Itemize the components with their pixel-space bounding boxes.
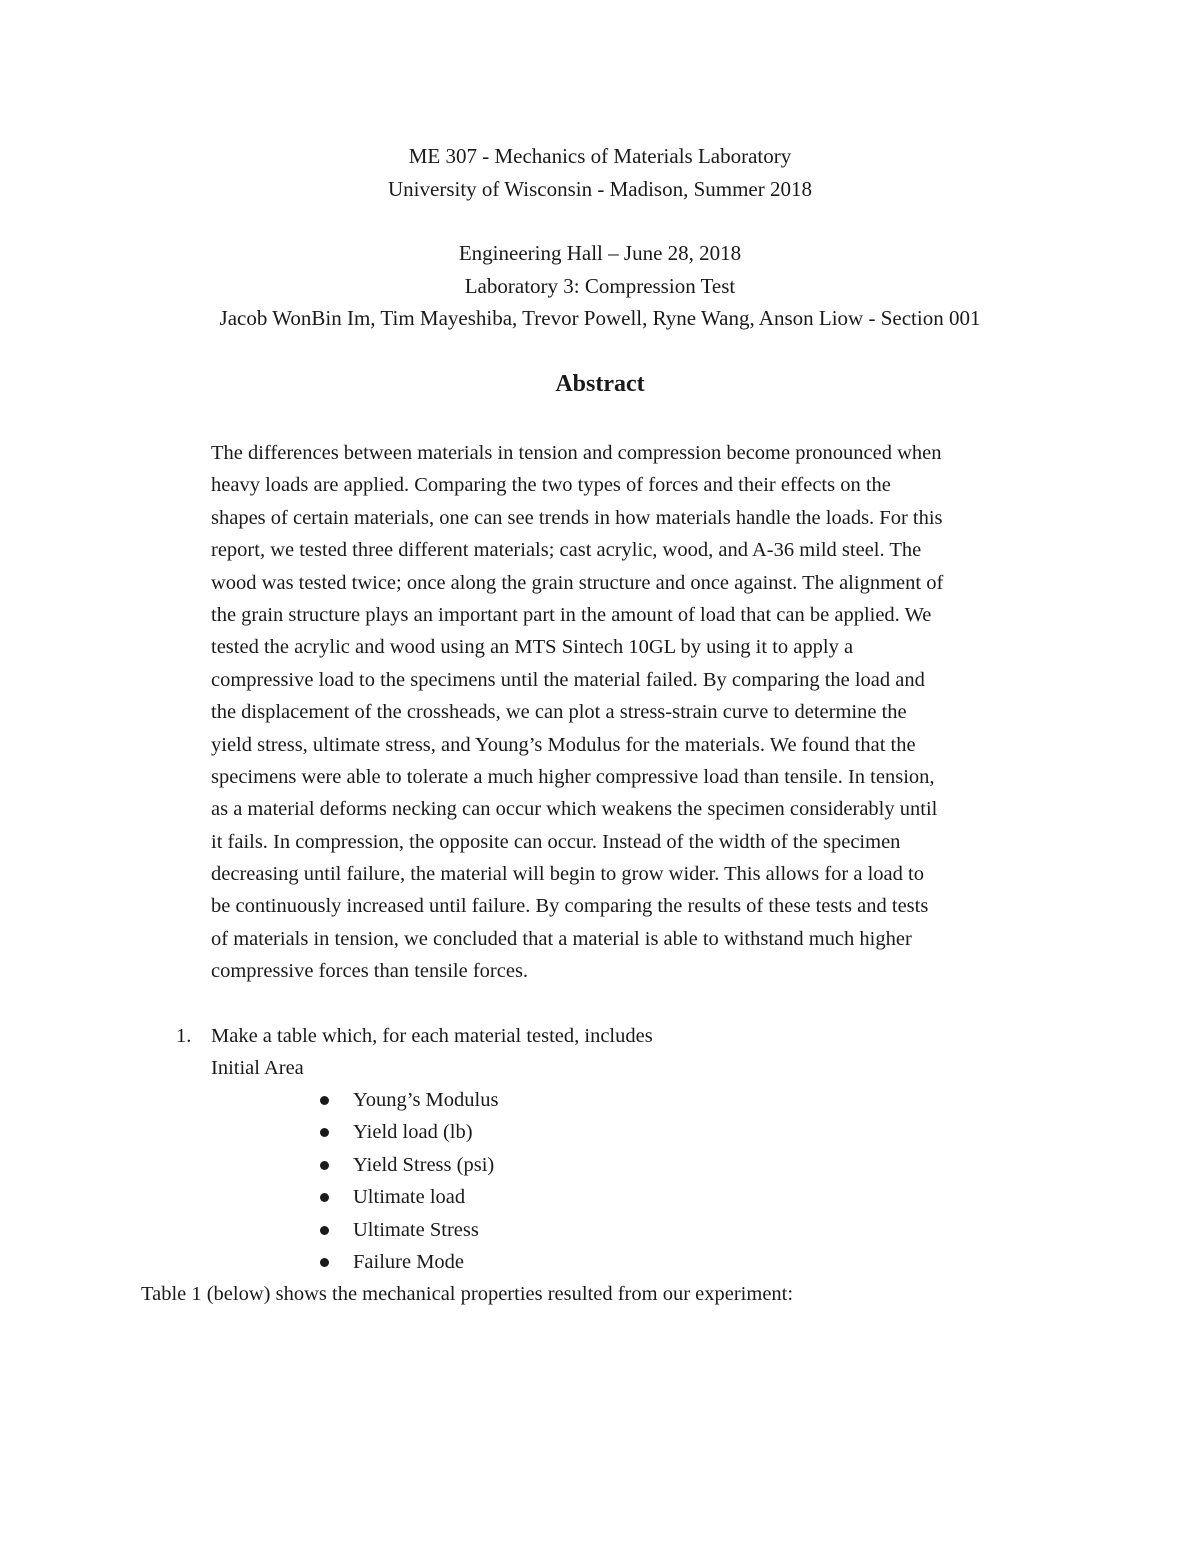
closing-sentence: Table 1 (below) shows the mechanical properties resulted from our experiment: (141, 1283, 794, 1305)
requirement-list (318, 1084, 498, 1278)
abstract-line: shapes of certain materials, one can see trends in how materials handle the loads. For this (211, 506, 943, 529)
abstract-line: be continuously increased until failure. By comparing the results of these tests and tests (211, 895, 929, 918)
question-subitem: Initial Area (211, 1057, 304, 1080)
bullet-icon (320, 1193, 329, 1202)
abstract-line: decreasing until failure, the material will begin to grow wider. This allows for a load to (211, 863, 924, 886)
list-item: Young’s Modulus (318, 1084, 498, 1116)
course-title: ME 307 - Mechanics of Materials Laboratory (408, 144, 792, 168)
list-item: Yield load (lb) (318, 1116, 498, 1148)
abstract-line: the displacement of the crossheads, we can plot a stress-strain curve to determine the (211, 701, 907, 724)
report-header (0, 140, 1200, 335)
bullet-icon (320, 1226, 329, 1235)
abstract-line: The differences between materials in tension and compression become pronounced when (211, 442, 942, 464)
abstract-line: yield stress, ultimate stress, and Young’s Modulus for the materials. We found that the (211, 733, 916, 756)
list-item: Failure Mode (318, 1246, 498, 1278)
question-number: 1. (176, 1025, 192, 1047)
abstract-line: heavy loads are applied. Comparing the two types of forces and their effects on the (211, 474, 891, 497)
abstract-heading: Abstract (555, 371, 645, 397)
authors-line: Jacob WonBin Im, Tim Mayeshiba, Trevor Powell, Ryne Wang, Anson Liow - Section 001 (219, 306, 981, 330)
bullet-icon (320, 1128, 329, 1137)
bullet-icon (320, 1161, 329, 1170)
bullet-icon (320, 1096, 329, 1105)
list-item: Ultimate Stress (318, 1214, 498, 1246)
abstract-line: it fails. In compression, the opposite can occur. Instead of the width of the specimen (211, 830, 901, 853)
abstract-line: as a material deforms necking can occur which weakens the specimen considerably until (211, 798, 938, 821)
list-item: Ultimate load (318, 1181, 498, 1213)
abstract-line: wood was tested twice; once along the grain structure and once against. The alignment of (211, 571, 944, 594)
abstract-line: tested the acrylic and wood using an MTS Sintech 10GL by using it to apply a (211, 636, 854, 659)
university-line: University of Wisconsin - Madison, Summer 2018 (388, 176, 812, 201)
list-item: Yield Stress (psi) (318, 1149, 498, 1181)
bullet-icon (320, 1258, 329, 1267)
question-text: Make a table which, for each material tested, includes (211, 1025, 653, 1047)
abstract-line: of materials in tension, we concluded that a material is able to withstand much higher (211, 927, 912, 950)
abstract-line: specimens were able to tolerate a much higher compressive load than tensile. In tension, (211, 765, 935, 788)
abstract-line: report, we tested three different materials; cast acrylic, wood, and A-36 mild steel. The (211, 539, 922, 562)
abstract-line: the grain structure plays an important part in the amount of load that can be applied. We (211, 603, 932, 626)
lab-title: Laboratory 3: Compression Test (464, 273, 736, 298)
abstract-line: compressive forces than tensile forces. (211, 960, 529, 983)
abstract-paragraph (211, 437, 1071, 988)
location-date: Engineering Hall – June 28, 2018 (458, 241, 742, 265)
abstract-line: compressive load to the specimens until the material failed. By comparing the load and (211, 668, 925, 691)
